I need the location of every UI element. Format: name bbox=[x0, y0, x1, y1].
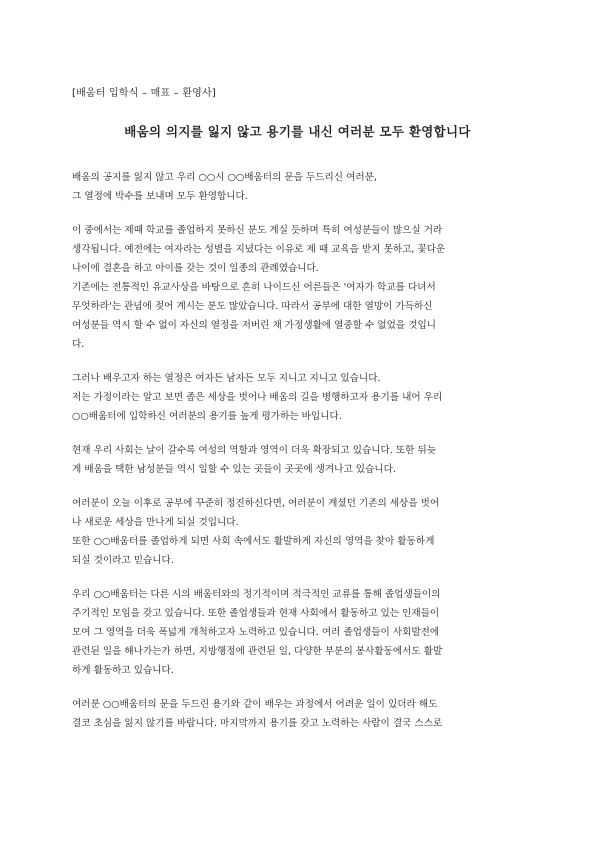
body-paragraph bbox=[72, 441, 527, 479]
body-text-line: 또한 ○○배움터를 졸업하게 되면 사회 속에서도 활발하게 자신의 영역을 찾아 활동하게 bbox=[72, 536, 435, 547]
body-text-line: 결코 초심을 잃지 않기를 바랍니다. 마지막까지 용기를 갖고 노력하는 사람이 결국 스스로 bbox=[72, 718, 443, 729]
body-text-line: 무엇하라'는 관념에 젖어 계시는 분도 많았습니다. 따라서 공부에 대한 열망이 가득하신 bbox=[72, 301, 433, 312]
body-text-line: 기존에는 전통적인 유교사상을 바탕으로 흔히 나이드신 어른들은 '여자가 학교를 다녀서 bbox=[72, 282, 436, 293]
body-text-line: ○○배움터에 입학하신 여러분의 용기를 높게 평가하는 바입니다. bbox=[72, 411, 342, 422]
body-text-line: 되실 것이라고 믿습니다. bbox=[72, 555, 174, 566]
body-text-line: 여성분들 역시 할 수 없이 자신의 열정을 저버린 채 가정생활에 열중할 수 없었을 것입니 bbox=[72, 320, 437, 331]
body-text-line: 주기적인 모임을 갖고 있습니다. 또한 졸업생들과 현재 사회에서 활동하고 있는 인재들이 bbox=[72, 608, 440, 619]
body-text-line: 다. bbox=[72, 339, 85, 350]
body-text-line: 우리 ○○배움터는 다른 시의 배움터와의 정기적이며 적극적인 교류를 통해 졸업생들이의 bbox=[72, 589, 441, 600]
body-text-line: 생각됩니다. 예전에는 여자라는 성별을 지녔다는 이유로 제 때 교육을 받지 못하고, 꽃다운 bbox=[72, 244, 446, 255]
body-text-line: 게 배움을 택한 남성분들 역시 일할 수 있는 곳들이 곳곳에 생겨나고 있습니다. bbox=[72, 464, 396, 475]
body-text-line: 그러나 배우고자 하는 열정은 여자든 남자든 모두 지니고 지니고 있습니다. bbox=[72, 373, 381, 384]
body-paragraph bbox=[72, 168, 527, 206]
body-text-line: 여러분이 오늘 이후로 공부에 꾸준히 정진하신다면, 여러분이 계셨던 기존의 세상을 벗어 bbox=[72, 498, 440, 509]
body-text-line: 모여 그 영역을 더욱 폭넓게 개척하고자 노력하고 있습니다. 여러 졸업생들이 사회발전에 bbox=[72, 627, 440, 638]
body-paragraph bbox=[72, 695, 527, 733]
body-text-line: 이 중에서는 제때 학교를 졸업하지 못하신 분도 계실 듯하며 특히 여성분들이 많으실 거라 bbox=[72, 225, 443, 236]
document-body bbox=[72, 168, 527, 748]
body-text-line: 나 새로운 세상을 만나게 되실 것입니다. bbox=[72, 517, 239, 528]
body-text-line: 하게 활동하고 있습니다. bbox=[72, 665, 174, 676]
body-text-line: 나이에 결혼을 하고 아이를 갖는 것이 일종의 관례였습니다. bbox=[72, 263, 319, 274]
body-paragraph bbox=[72, 494, 527, 570]
document-title: 배움의 의지를 잃지 않고 용기를 내신 여러분 모두 환영합니다 bbox=[124, 124, 471, 139]
document-header-tag: [배움터 입학식 – 매표 – 환영사] bbox=[72, 88, 216, 99]
body-text-line: 관련된 일을 해나가는가 하면, 지방행정에 관련된 일, 다양한 부분의 봉사활동에서도 활발 bbox=[72, 646, 443, 657]
body-paragraph bbox=[72, 369, 527, 426]
body-text-line: 그 열정에 박수를 보내며 모두 환영합니다. bbox=[72, 191, 248, 202]
body-text-line: 현재 우리 사회는 날이 갈수록 여성의 역할과 영역이 더욱 확장되고 있습니다. 또한 뒤늦 bbox=[72, 445, 437, 456]
body-paragraph bbox=[72, 585, 527, 680]
body-text-line: 저는 가정이라는 알고 보면 좁은 세상을 벗어나 배움의 길을 병행하고자 용기를 내어 우리 bbox=[72, 392, 443, 403]
body-text-line: 여러분 ○○배움터의 문을 두드린 용기와 같이 배우는 과정에서 어려운 일이 있더라 해도 bbox=[72, 699, 438, 710]
body-paragraph bbox=[72, 221, 527, 354]
body-text-line: 배움의 공지를 잃지 않고 우리 ○○시 ○○배움터의 문을 두드리신 여러분, bbox=[72, 172, 377, 183]
